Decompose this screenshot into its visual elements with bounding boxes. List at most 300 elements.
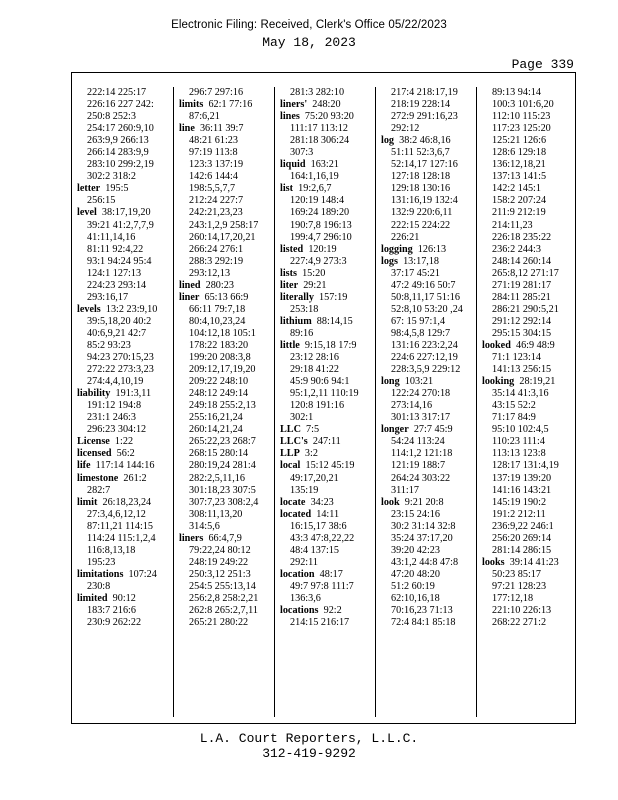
page-line-refs: 65:13 66:9 — [204, 291, 249, 303]
index-entry-continuation — [280, 593, 375, 605]
page-line-refs: 49:17,20,21 — [290, 472, 339, 484]
index-entry-continuation — [482, 569, 577, 581]
index-entry-continuation — [482, 509, 577, 521]
index-entry — [482, 557, 577, 569]
index-term: liability — [77, 388, 111, 400]
index-entry-continuation — [482, 280, 577, 292]
page-line-refs: 266:24 276:1 — [189, 243, 244, 255]
index-entry-continuation — [482, 232, 577, 244]
index-entry-continuation — [179, 412, 274, 424]
page-line-refs: 142:2 145:1 — [492, 183, 541, 195]
page-line-refs: 104:12,18 105:1 — [189, 327, 256, 339]
page-line-refs: 23:12 28:16 — [290, 352, 339, 364]
index-entry — [77, 593, 173, 605]
index-entry-continuation — [179, 111, 274, 123]
index-entry-continuation — [179, 232, 274, 244]
page-line-refs: 262:8 265:2,7,11 — [189, 605, 258, 617]
page-line-refs: 89:13 94:14 — [492, 87, 541, 98]
index-entry-continuation — [280, 485, 375, 497]
index-entry-continuation — [179, 244, 274, 256]
index-entry-continuation — [179, 617, 274, 629]
index-entry-continuation — [381, 473, 476, 485]
index-entry — [280, 159, 375, 171]
page-line-refs: 195:23 — [87, 556, 116, 568]
index-entry — [381, 135, 476, 147]
page-line-refs: 214:11,23 — [492, 219, 533, 231]
page-line-refs: 222:14 225:17 — [87, 87, 147, 98]
index-entry-continuation — [381, 292, 476, 304]
page-line-refs: 224:6 227:12,19 — [391, 352, 458, 364]
index-term: limitations — [77, 568, 124, 580]
index-entry-continuation — [482, 400, 577, 412]
page-line-refs: 39:21 41:2,7,7,9 — [87, 219, 154, 231]
index-entry-continuation — [77, 159, 173, 171]
page-line-refs: 112:10 115:23 — [492, 111, 551, 123]
index-entry-continuation — [179, 256, 274, 268]
page-line-refs: 224:23 293:14 — [87, 279, 147, 291]
index-entry — [280, 605, 375, 617]
index-entry-continuation — [381, 581, 476, 593]
page-line-refs: 136:3,6 — [290, 592, 321, 604]
page-line-refs: 51:11 52:3,6,7 — [391, 147, 450, 159]
page-line-refs: 114:1,2 121:18 — [391, 448, 453, 460]
page-line-refs: 121:19 188:7 — [391, 460, 446, 472]
index-entry-continuation — [381, 232, 476, 244]
index-entry-continuation — [482, 244, 577, 256]
page-line-refs: 221:10 226:13 — [492, 605, 552, 617]
page-line-refs: 274:4,4,10,19 — [87, 376, 144, 388]
index-entry-continuation — [381, 485, 476, 497]
index-entry-continuation — [77, 376, 173, 388]
index-entry-continuation — [77, 268, 173, 280]
page-line-refs: 271:19 281:17 — [492, 279, 552, 291]
page-line-refs: 50:8,11,17 51:16 — [391, 291, 460, 303]
page-line-refs: 48:4 137:15 — [290, 544, 339, 556]
index-entry-continuation — [77, 581, 173, 593]
page-line-refs: 47:20 48:20 — [391, 568, 440, 580]
index-entry-continuation — [77, 605, 173, 617]
page-line-refs: 163:21 — [310, 159, 339, 171]
page-line-refs: 291:12 292:14 — [492, 315, 552, 327]
index-entry — [179, 533, 274, 545]
page-line-refs: 191:3,11 — [115, 388, 152, 400]
index-entry-continuation — [482, 316, 577, 328]
index-term: limits — [179, 99, 204, 111]
index-entry-continuation — [482, 581, 577, 593]
index-entry — [77, 473, 173, 485]
index-entry-continuation — [280, 400, 375, 412]
page-line-refs: 43:3 47:8,22,22 — [290, 532, 355, 544]
page-line-refs: 107:24 — [128, 568, 157, 580]
index-entry-continuation — [482, 497, 577, 509]
index-entry — [77, 207, 173, 219]
page-line-refs: 209:22 248:10 — [189, 376, 249, 388]
index-entry-continuation — [381, 328, 476, 340]
index-entry — [77, 388, 173, 400]
filing-stamp: Electronic Filing: Received, Clerk's Office 05/22/2023 — [171, 19, 447, 31]
index-entry-continuation — [381, 171, 476, 183]
page-line-refs: 131:16,19 132:4 — [391, 195, 458, 207]
index-entry-continuation — [179, 171, 274, 183]
index-entry-continuation — [280, 352, 375, 364]
page-line-refs: 301:13 317:17 — [391, 412, 451, 424]
page-line-refs: 41:11,14,16 — [87, 231, 136, 243]
page-line-refs: 141:16 143:21 — [492, 484, 552, 496]
index-entry-continuation — [381, 352, 476, 364]
index-entry — [280, 111, 375, 123]
page-line-refs: 129:18 130:16 — [391, 183, 451, 195]
page-line-refs: 43:15 52:2 — [492, 400, 536, 412]
page-line-refs: 30:2 31:14 32:8 — [391, 520, 456, 532]
index-entry — [77, 497, 173, 509]
index-entry-continuation — [381, 388, 476, 400]
page-line-refs: 37:17 45:21 — [391, 267, 440, 279]
page-line-refs: 293:12,13 — [189, 267, 231, 279]
page-line-refs: 198:5,5,7,7 — [189, 183, 236, 195]
index-entry-continuation — [179, 521, 274, 533]
index-entry-continuation — [381, 364, 476, 376]
index-entry-continuation — [179, 436, 274, 448]
page-line-refs: 95:10 102:4,5 — [492, 424, 549, 436]
page-line-refs: 191:2 212:11 — [492, 508, 546, 520]
index-entry-continuation — [482, 545, 577, 557]
index-term: LLC's — [280, 436, 308, 448]
index-term: locate — [280, 496, 306, 508]
page-line-refs: 248:12 249:14 — [189, 388, 249, 400]
index-entry-continuation — [482, 460, 577, 472]
page-line-refs: 48:17 — [319, 568, 343, 580]
index-entry-continuation — [381, 304, 476, 316]
index-entry-continuation — [77, 509, 173, 521]
page-line-refs: 87:11,21 114:15 — [87, 520, 154, 532]
page-line-refs: 308:11,13,20 — [189, 508, 243, 520]
index-entry-continuation — [179, 220, 274, 232]
page-line-refs: 218:19 228:14 — [391, 99, 451, 111]
page-line-refs: 266:14 283:9,9 — [87, 147, 149, 159]
index-entry-continuation — [77, 412, 173, 424]
index-entry-continuation — [179, 304, 274, 316]
index-entry-continuation — [179, 581, 274, 593]
index-term: local — [280, 460, 301, 472]
index-entry-continuation — [381, 159, 476, 171]
page-line-refs: 116:8,13,18 — [87, 544, 136, 556]
page-line-refs: 169:24 189:20 — [290, 207, 350, 219]
page-line-refs: 145:19 190:2 — [492, 496, 547, 508]
page-line-refs: 3:2 — [304, 448, 318, 460]
page-line-refs: 36:11 39:7 — [199, 123, 244, 135]
page-line-refs: 293:16,17 — [87, 291, 129, 303]
index-term: licensed — [77, 448, 112, 460]
page-line-refs: 301:18,23 307:5 — [189, 484, 256, 496]
page-line-refs: 132:9 220:6,11 — [391, 207, 453, 219]
index-entry-continuation — [381, 521, 476, 533]
index-entry-continuation — [482, 171, 577, 183]
page-line-refs: 47:2 49:16 50:7 — [391, 279, 456, 291]
page-line-refs: 248:20 — [312, 99, 341, 111]
index-entry-continuation — [179, 207, 274, 219]
page-line-refs: 283:10 299:2,19 — [87, 159, 154, 171]
page-line-refs: 38:17,19,20 — [101, 207, 151, 219]
index-entry-continuation — [280, 147, 375, 159]
index-entry-continuation — [77, 171, 173, 183]
page-line-refs: 226:18 235:22 — [492, 231, 552, 243]
page-line-refs: 296:23 304:12 — [87, 424, 147, 436]
page-line-refs: 72:4 84:1 85:18 — [391, 617, 456, 629]
index-entry — [280, 569, 375, 581]
page-line-refs: 272:9 291:16,23 — [391, 111, 458, 123]
index-entry — [280, 460, 375, 472]
index-entry-continuation — [381, 557, 476, 569]
index-term: lines — [280, 111, 300, 123]
index-entry-continuation — [179, 460, 274, 472]
index-term: literally — [280, 291, 314, 303]
page-line-refs: 85:2 93:23 — [87, 339, 131, 351]
page-line-refs: 103:21 — [404, 376, 434, 388]
page-line-refs: 264:24 303:22 — [391, 472, 451, 484]
index-term: liners — [179, 532, 204, 544]
index-entry-continuation — [482, 304, 577, 316]
page-line-refs: 142:6 144:4 — [189, 171, 238, 183]
page-line-refs: 16:15,17 38:6 — [290, 520, 347, 532]
index-entry-continuation — [179, 557, 274, 569]
page-line-refs: 249:18 255:2,13 — [189, 400, 256, 412]
page-line-refs: 126:13 — [417, 243, 447, 255]
page-line-refs: 243:1,2,9 258:17 — [189, 219, 259, 231]
page-line-refs: 51:2 60:19 — [391, 580, 435, 592]
page-line-refs: 292:11 — [290, 556, 318, 568]
index-entry-continuation — [482, 436, 577, 448]
page-line-refs: 236:9,22 246:1 — [492, 520, 554, 532]
page-line-refs: 23:15 24:16 — [391, 508, 440, 520]
page-line-refs: 236:2 244:3 — [492, 243, 541, 255]
index-entry-continuation — [179, 316, 274, 328]
page-line-refs: 268:22 271:2 — [492, 617, 547, 629]
document-date: May 18, 2023 — [262, 35, 356, 50]
index-entry — [280, 436, 375, 448]
index-entry-continuation — [381, 545, 476, 557]
page-line-refs: 100:3 101:6,20 — [492, 99, 554, 111]
index-term: limit — [77, 496, 98, 508]
index-entry-continuation — [482, 448, 577, 460]
index-term: looks — [482, 556, 505, 568]
page-line-refs: 34:23 — [310, 496, 334, 508]
page-line-refs: 255:16,21,24 — [189, 412, 243, 424]
index-entry-continuation — [381, 460, 476, 472]
index-entry-continuation — [482, 268, 577, 280]
page-line-refs: 124:1 127:13 — [87, 267, 142, 279]
index-entry-continuation — [381, 593, 476, 605]
page-line-refs: 71:17 84:9 — [492, 412, 536, 424]
index-entry — [381, 244, 476, 256]
page-line-refs: 295:15 304:15 — [492, 327, 552, 339]
index-term: looking — [482, 376, 515, 388]
index-term: log — [381, 135, 395, 147]
page-line-refs: 209:12,17,19,20 — [189, 364, 256, 376]
index-entry — [280, 316, 375, 328]
page-line-refs: 46:9 48:9 — [515, 339, 555, 351]
index-entry-continuation — [179, 400, 274, 412]
page-line-refs: 9:21 20:8 — [404, 496, 444, 508]
index-term: limestone — [77, 472, 119, 484]
page-line-refs: 195:5 — [105, 183, 129, 195]
index-entry-continuation — [77, 545, 173, 557]
page-line-refs: 307:3 — [290, 147, 314, 159]
page-line-refs: 280:23 — [205, 279, 234, 291]
page-line-refs: 217:4 218:17,19 — [391, 87, 458, 98]
page-line-refs: 272:22 273:3,23 — [87, 364, 154, 376]
page-line-refs: 137:19 139:20 — [492, 472, 552, 484]
page-line-refs: 183:7 216:6 — [87, 605, 136, 617]
index-entry-continuation — [381, 183, 476, 195]
index-entry — [280, 497, 375, 509]
page-line-refs: 253:18 — [290, 303, 319, 315]
index-entry-continuation — [482, 328, 577, 340]
index-term: located — [280, 508, 312, 520]
index-entry-continuation — [381, 412, 476, 424]
page-line-refs: 265:21 280:22 — [189, 617, 249, 629]
index-entry-continuation — [280, 220, 375, 232]
index-entry-continuation — [381, 617, 476, 629]
page-line-refs: 97:19 113:8 — [189, 147, 238, 159]
page-number: Page 339 — [511, 57, 574, 72]
page-line-refs: 284:11 285:21 — [492, 291, 551, 303]
page-line-refs: 28:19,21 — [519, 376, 556, 388]
index-term: liquid — [280, 159, 306, 171]
page-line-refs: 282:2,5,11,16 — [189, 472, 245, 484]
page-line-refs: 15:20 — [302, 267, 326, 279]
page-line-refs: 79:22,24 80:12 — [189, 544, 251, 556]
index-entry-continuation — [280, 473, 375, 485]
index-term: logging — [381, 243, 413, 255]
page-line-refs: 26:18,23,24 — [102, 496, 152, 508]
index-term: listed — [280, 243, 304, 255]
page-line-refs: 81:11 92:4,22 — [87, 243, 144, 255]
index-term: limited — [77, 592, 108, 604]
index-term: License — [77, 436, 110, 448]
index-term: LLP — [280, 448, 300, 460]
index-entry-continuation — [482, 352, 577, 364]
index-entry-continuation — [179, 424, 274, 436]
index-entry-continuation — [381, 436, 476, 448]
page-line-refs: 117:14 144:16 — [95, 460, 155, 472]
page-line-refs: 131:16 223:2,24 — [391, 339, 458, 351]
page-line-refs: 230:8 — [87, 580, 111, 592]
index-entry-continuation — [77, 557, 173, 569]
page-line-refs: 71:1 123:14 — [492, 352, 541, 364]
index-entry-continuation — [280, 123, 375, 135]
index-entry-continuation — [179, 352, 274, 364]
page-line-refs: 256:2,8 258:2,21 — [189, 592, 259, 604]
index-term: location — [280, 568, 315, 580]
page-line-refs: 265:8,12 271:17 — [492, 267, 559, 279]
page-line-refs: 190:7,8 196:13 — [290, 219, 352, 231]
index-entry-continuation — [179, 473, 274, 485]
page-line-refs: 178:22 183:20 — [189, 339, 249, 351]
page-line-refs: 120:19 — [308, 243, 337, 255]
index-entry-continuation — [77, 232, 173, 244]
page-line-refs: 302:1 — [290, 412, 314, 424]
index-entry-continuation — [381, 207, 476, 219]
index-entry-continuation — [482, 183, 577, 195]
page-line-refs: 27:7 45:9 — [413, 424, 453, 436]
page-line-refs: 211:9 212:19 — [492, 207, 546, 219]
index-entry-continuation — [280, 617, 375, 629]
page-line-refs: 222:15 224:22 — [391, 219, 451, 231]
index-entry-continuation — [280, 581, 375, 593]
page-line-refs: 199:20 208:3,8 — [189, 352, 251, 364]
index-entry-continuation — [381, 448, 476, 460]
index-term: longer — [381, 424, 409, 436]
page-line-refs: 135:19 — [290, 484, 319, 496]
page-line-refs: 92:2 — [323, 605, 342, 617]
index-entry-continuation — [77, 521, 173, 533]
index-entry — [77, 448, 173, 460]
index-entry-continuation — [381, 280, 476, 292]
index-entry-continuation — [280, 87, 375, 99]
index-entry — [280, 244, 375, 256]
index-term: LLC — [280, 424, 301, 436]
page-line-refs: 52:14,17 127:16 — [391, 159, 458, 171]
index-entry-continuation — [77, 111, 173, 123]
page-line-refs: 265:22,23 268:7 — [189, 436, 256, 448]
index-entry-continuation — [482, 424, 577, 436]
page-line-refs: 97:21 128:23 — [492, 580, 547, 592]
index-entry-continuation — [381, 569, 476, 581]
page-line-refs: 128:6 129:18 — [492, 147, 547, 159]
index-entry-continuation — [280, 171, 375, 183]
index-entry-continuation — [179, 593, 274, 605]
page-line-refs: 113:13 123:8 — [492, 448, 546, 460]
index-entry-continuation — [77, 256, 173, 268]
index-entry-continuation — [77, 328, 173, 340]
page-line-refs: 62:1 77:16 — [208, 99, 253, 111]
index-entry-continuation — [77, 220, 173, 232]
index-entry-continuation — [179, 87, 274, 99]
index-entry-continuation — [381, 123, 476, 135]
page-line-refs: 286:21 290:5,21 — [492, 303, 559, 315]
index-entry-continuation — [179, 509, 274, 521]
index-entry — [280, 340, 375, 352]
page-line-refs: 137:13 141:5 — [492, 171, 547, 183]
index-entry — [77, 436, 173, 448]
index-entry-continuation — [482, 533, 577, 545]
index-entry — [381, 424, 476, 436]
index-entry-continuation — [381, 533, 476, 545]
index-entry-continuation — [482, 521, 577, 533]
index-entry-continuation — [77, 292, 173, 304]
page-line-refs: 45:9 90:6 94:1 — [290, 376, 350, 388]
page-line-refs: 226:16 227 242: — [87, 99, 154, 111]
page-line-refs: 288:3 292:19 — [189, 255, 244, 267]
index-entry — [77, 569, 173, 581]
page-line-refs: 49:7 97:8 111:7 — [290, 580, 354, 592]
page-line-refs: 273:14,16 — [391, 400, 433, 412]
index-entry-continuation — [482, 99, 577, 111]
index-entry-continuation — [381, 268, 476, 280]
index-entry-continuation — [77, 316, 173, 328]
page-line-refs: 94:23 270:15,23 — [87, 352, 154, 364]
page-line-refs: 29:21 — [303, 279, 327, 291]
index-entry-continuation — [482, 256, 577, 268]
index-entry — [381, 376, 476, 388]
index-entry — [280, 280, 375, 292]
index-entry-continuation — [179, 340, 274, 352]
index-entry-continuation — [381, 605, 476, 617]
page-line-refs: 123:3 137:19 — [189, 159, 244, 171]
index-term: little — [280, 339, 300, 351]
page-line-refs: 43:1,2 44:8 47:8 — [391, 556, 459, 568]
page-line-refs: 90:12 — [112, 592, 136, 604]
